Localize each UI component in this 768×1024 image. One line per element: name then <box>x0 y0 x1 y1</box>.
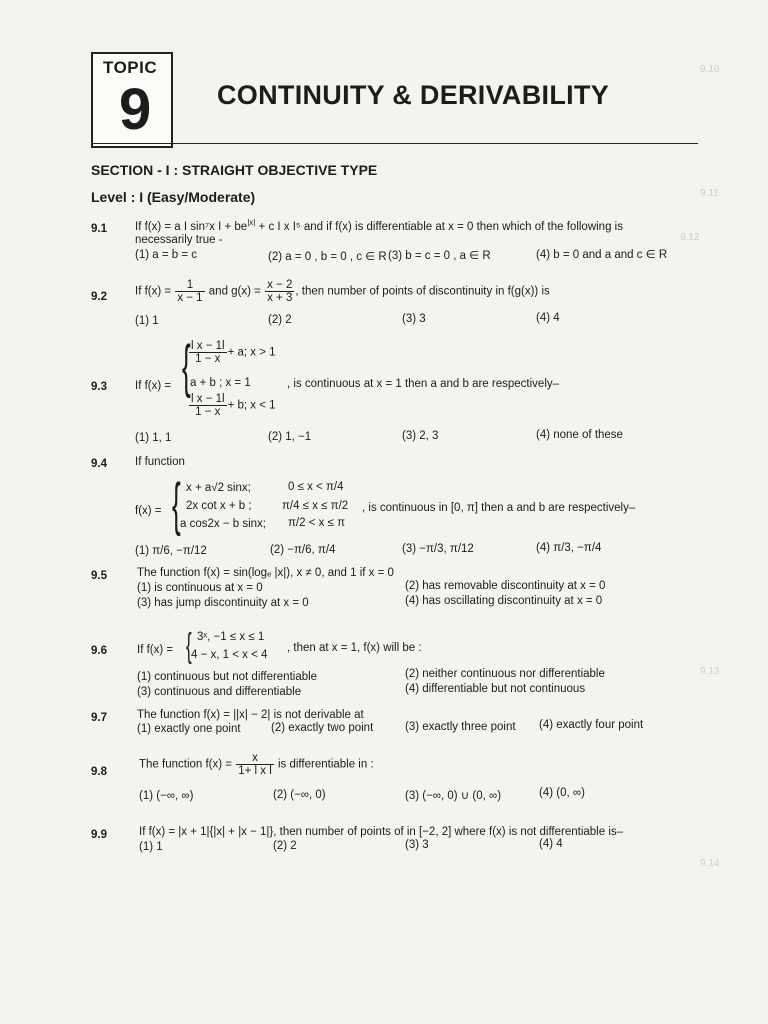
page-title: CONTINUITY & DERIVABILITY <box>217 80 610 110</box>
question-number: 9.8 <box>91 766 107 778</box>
option-4: (4) 4 <box>539 838 563 850</box>
option-2: (2) −π/6, π/4 <box>270 544 336 556</box>
option-1: (1) continuous but not differentiable <box>137 671 318 683</box>
exponent: |x| <box>247 218 256 227</box>
option-4: (4) has oscillating discontinuity at x = 0 <box>405 595 603 607</box>
question-text-part: The function f(x) = <box>139 758 232 771</box>
option-1: (1) (−∞, ∞) <box>139 790 194 802</box>
case-2: 4 − x, 1 < x < 4 <box>191 649 268 661</box>
option-3: (3) exactly three point <box>405 721 516 733</box>
question-text: , then at x = 1, f(x) will be : <box>287 642 422 654</box>
question-text-continued: necessarily true - <box>135 234 223 246</box>
question-text-part: , then number of points of discontinuity in f(g(x)) is <box>295 285 550 298</box>
case-condition: + b; x < 1 <box>227 399 276 412</box>
option-1: (1) exactly one point <box>137 723 241 735</box>
option-2: (2) 2 <box>268 314 292 326</box>
question-text: The function f(x) = sin(logₑ |x|), x ≠ 0, and 1 if x = 0 <box>137 567 394 579</box>
option-3: (3) 3 <box>402 313 426 325</box>
level-heading: Level : I (Easy/Moderate) <box>91 189 256 205</box>
denominator: x − 1 <box>177 292 203 304</box>
question-number: 9.2 <box>91 291 107 303</box>
question-number: 9.7 <box>91 712 107 724</box>
denominator: 1 − x <box>195 353 221 365</box>
denominator: x + 3 <box>267 292 293 304</box>
numerator: x − 2 <box>267 279 293 291</box>
numerator: l x − 1l <box>191 393 225 405</box>
option-2: (2) (−∞, 0) <box>273 789 326 801</box>
left-brace: { <box>186 627 192 665</box>
question-number: 9.3 <box>91 381 107 393</box>
case-3 <box>188 393 276 418</box>
case-1-condition: 0 ≤ x < π/4 <box>288 481 344 493</box>
question-text-part: and g(x) = <box>208 285 261 298</box>
case-1 <box>188 340 276 365</box>
question-text-part: If f(x) = a I sin⁷x I + be <box>135 220 248 233</box>
topic-label: TOPIC <box>103 58 158 77</box>
option-3: (3) (−∞, 0) ∪ (0, ∞) <box>405 790 502 802</box>
question-intro: If function <box>135 456 185 468</box>
case-2-condition: π/4 ≤ x ≤ π/2 <box>282 500 349 512</box>
option-1: (1) a = b = c <box>135 249 198 261</box>
fraction <box>175 279 204 304</box>
left-brace: { <box>172 472 181 537</box>
option-3: (3) has jump discontinuity at x = 0 <box>137 597 309 609</box>
option-4: (4) differentiable but not continuous <box>405 683 586 695</box>
case-1: 3ˣ, −1 ≤ x ≤ 1 <box>197 631 265 643</box>
option-1: (1) π/6, −π/12 <box>135 545 207 557</box>
fraction <box>236 752 274 777</box>
topic-box <box>91 52 173 148</box>
option-3: (3) 3 <box>405 839 429 851</box>
case-2-expression: 2x cot x + b ; <box>186 500 252 512</box>
numerator: x <box>236 752 274 765</box>
option-4: (4) (0, ∞) <box>539 787 585 799</box>
option-1: (1) is continuous at x = 0 <box>137 582 263 594</box>
question-number: 9.1 <box>91 223 107 235</box>
question-number: 9.6 <box>91 645 107 657</box>
question-text-part: is differentiable in : <box>277 758 374 771</box>
case-2: a + b ; x = 1 <box>190 377 251 389</box>
question-text: If f(x) = |x + 1|{|x| + |x − 1|}, then number of points of in [−2, 2] where f(x) is not differentiable is– <box>139 826 624 838</box>
question-text-part: If f(x) = <box>135 285 172 298</box>
case-condition: + a; x > 1 <box>227 346 276 359</box>
option-3: (3) 2, 3 <box>402 430 439 442</box>
title-rule <box>91 143 698 144</box>
option-4: (4) 4 <box>536 312 560 324</box>
option-2: (2) exactly two point <box>271 722 374 734</box>
option-1: (1) 1, 1 <box>135 432 172 444</box>
question-number: 9.4 <box>91 458 107 470</box>
option-4: (4) b = 0 and a and c ∈ R <box>536 249 668 261</box>
function-lhs: If f(x) = <box>137 644 174 656</box>
question-text: The function f(x) = ||x| − 2| is not derivable at <box>137 709 364 721</box>
numerator: 1 <box>175 279 204 292</box>
option-2: (2) 1, −1 <box>268 431 312 443</box>
question-number: 9.5 <box>91 570 107 582</box>
case-1-expression: x + a√2 sinx; <box>186 482 251 494</box>
denominator: 1 − x <box>195 406 221 418</box>
case-3-expression: a cos2x − b sinx; <box>180 518 266 530</box>
case-3-condition: π/2 < x ≤ π <box>288 517 346 529</box>
question-text-part: + c I x I⁵ and if f(x) is differentiable at x = 0 then which of the following is <box>255 220 623 233</box>
denominator: 1+ l x l <box>238 765 272 777</box>
option-2: (2) a = 0 , b = 0 , c ∈ R <box>268 251 387 263</box>
question-number: 9.9 <box>91 829 107 841</box>
option-2: (2) has removable discontinuity at x = 0 <box>405 580 606 592</box>
function-lhs: f(x) = <box>135 505 162 517</box>
option-2: (2) 2 <box>273 840 297 852</box>
option-3: (3) b = c = 0 , a ∈ R <box>388 250 491 262</box>
question-text: , is continuous in [0, π] then a and b are respectively– <box>362 502 636 514</box>
option-4: (4) exactly four point <box>539 719 644 731</box>
left-brace: { <box>182 334 191 399</box>
fraction <box>265 279 294 304</box>
option-1: (1) 1 <box>139 841 163 853</box>
option-3: (3) −π/3, π/12 <box>402 543 474 555</box>
question-text <box>135 279 550 304</box>
question-text <box>139 752 374 777</box>
question-text: , is continuous at x = 1 then a and b are respectively– <box>287 378 560 390</box>
option-2: (2) neither continuous nor differentiable <box>405 668 605 680</box>
section-heading: SECTION - I : STRAIGHT OBJECTIVE TYPE <box>91 162 378 178</box>
question-text <box>135 218 623 233</box>
option-3: (3) continuous and differentiable <box>137 686 302 698</box>
option-4: (4) π/3, −π/4 <box>536 542 602 554</box>
option-1: (1) 1 <box>135 315 159 327</box>
function-lhs: If f(x) = <box>135 380 172 392</box>
option-4: (4) none of these <box>536 429 623 441</box>
topic-number: 9 <box>119 77 152 142</box>
numerator: l x − 1l <box>191 340 225 352</box>
